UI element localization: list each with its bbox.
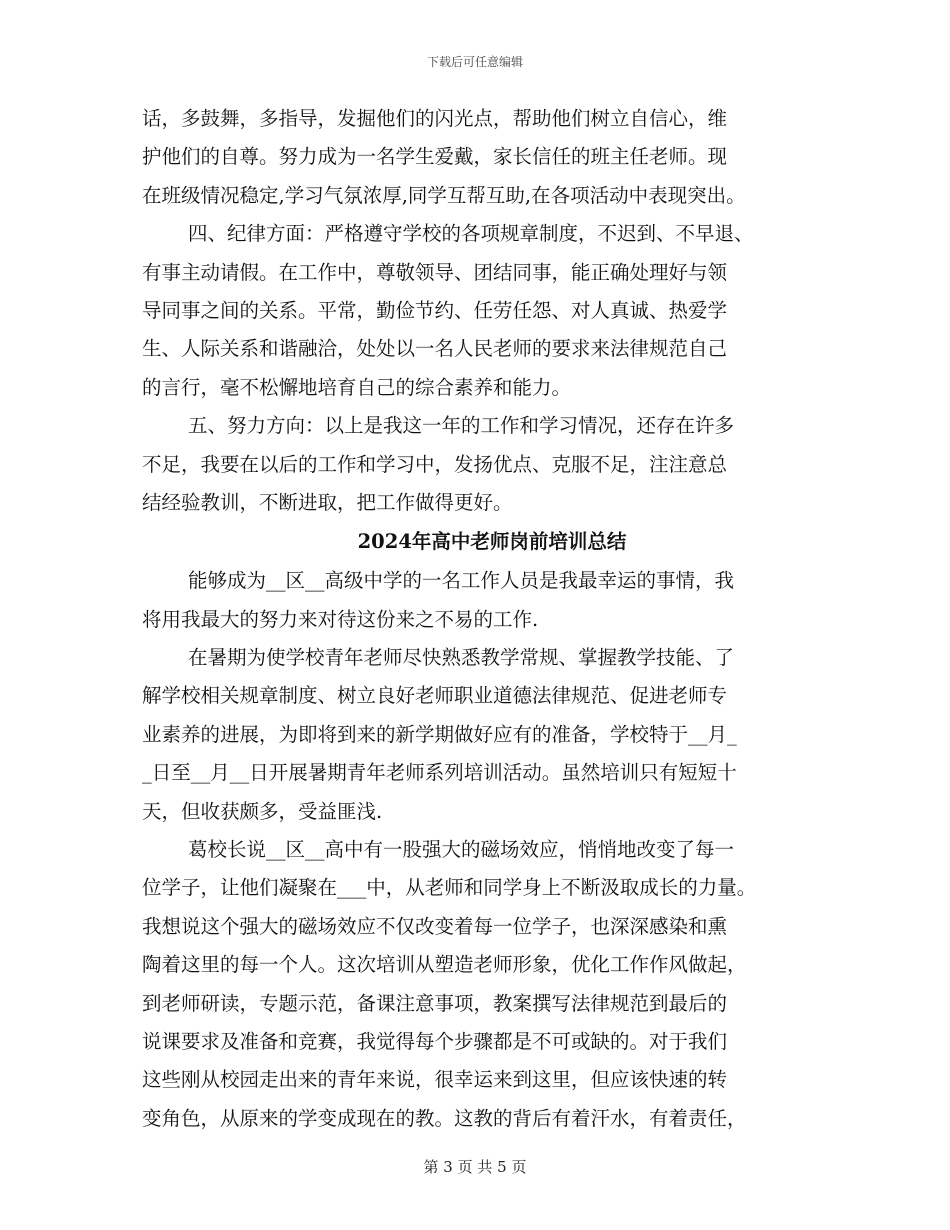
text-line: 葛校长说__区__高中有一股强大的磁场效应，悄悄地改变了每一 (188, 838, 735, 862)
text-line: 将用我最大的努力来对待这份来之不易的工作. (142, 607, 539, 631)
text-line: 解学校相关规章制度、树立良好老师职业道德法律规范、促进老师专 (142, 684, 728, 708)
text-line: 结经验教训，不断进取，把工作做得更好。 (142, 490, 513, 514)
text-line: 我想说这个强大的磁场效应不仅改变着每一位学子，也深深感染和熏 (142, 914, 728, 938)
page-header: 下载后可任意编辑 (426, 55, 523, 69)
text-line: 四、纪律方面：严格遵守学校的各项规章制度，不迟到、不早退、 (188, 222, 754, 246)
page-footer: 第 3 页 共 5 页 (423, 1158, 527, 1176)
text-line: 不足，我要在以后的工作和学习中，发扬优点、克服不足，注注意总 (142, 452, 728, 476)
text-line: 天，但收获颇多，受益匪浅. (142, 799, 383, 823)
section-title: 2024年高中老师岗前培训总结 (357, 530, 627, 554)
text-line: 陶着这里的每一个人。这次培训从塑造老师形象，优化工作作风做起， (142, 953, 747, 977)
text-line: 生、人际关系和谐融洽，处处以一名人民老师的要求来法律规范自己 (142, 337, 728, 361)
text-line: 在班级情况稳定,学习气氛浓厚,同学互帮互助,在各项活动中表现突出。 (142, 183, 746, 207)
text-line: 能够成为__区__高级中学的一名工作人员是我最幸运的事情，我 (188, 569, 735, 593)
text-line: 有事主动请假。在工作中，尊敬领导、团结同事，能正确处理好与领 (142, 260, 728, 284)
text-line: 的言行，毫不松懈地培育自己的综合素养和能力。 (142, 375, 572, 399)
text-line: _日至__月__日开展暑期青年老师系列培训活动。虽然培训只有短短十 (142, 761, 737, 785)
text-line: 在暑期为使学校青年老师尽快熟悉教学常规、掌握教学技能、了 (188, 646, 735, 670)
text-line: 位学子，让他们凝聚在___中，从老师和同学身上不断汲取成长的力量。 (142, 876, 757, 900)
text-line: 五、努力方向：以上是我这一年的工作和学习情况，还存在许多 (188, 414, 735, 438)
text-line: 变角色，从原来的学变成现在的教。这教的背后有着汗水，有着责任， (142, 1106, 747, 1130)
text-line: 话，多鼓舞，多指导，发掘他们的闪光点，帮助他们树立自信心，维 (142, 107, 728, 130)
text-line: 到老师研读，专题示范，备课注意事项，教案撰写法律规范到最后的 (142, 991, 728, 1015)
text-line: 护他们的自尊。努力成为一名学生爱戴，家长信任的班主任老师。现 (142, 145, 728, 169)
text-line: 这些刚从校园走出来的青年来说，很幸运来到这里，但应该快速的转 (142, 1068, 728, 1092)
text-line: 说课要求及准备和竞赛，我觉得每个步骤都是不可或缺的。对于我们 (142, 1029, 728, 1053)
text-line: 业素养的进展，为即将到来的新学期做好应有的准备，学校特于__月_ (142, 722, 737, 746)
document-body (142, 100, 812, 1138)
text-line: 导同事之间的关系。平常，勤俭节约、任劳任怨、对人真诚、热爱学 (142, 298, 728, 322)
